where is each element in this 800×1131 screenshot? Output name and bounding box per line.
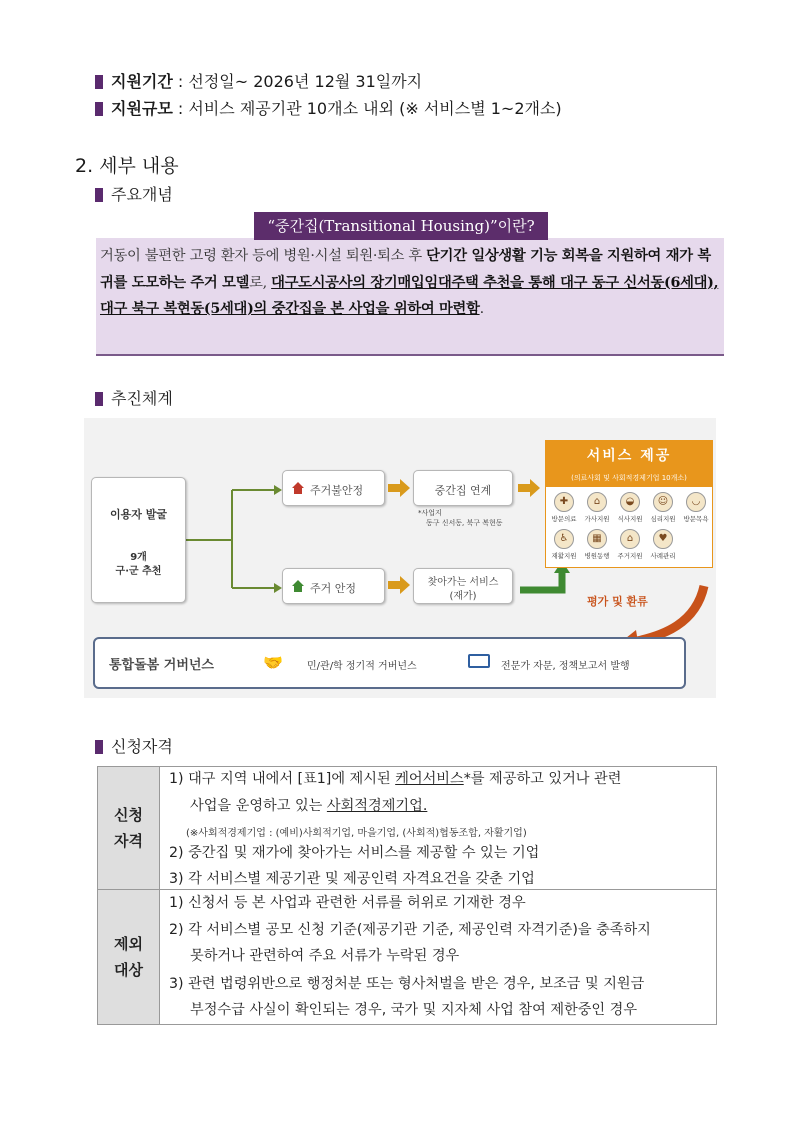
concept-text-part1: 거동이 불편한 고령 환자 등에 병원·시설 퇴원·퇴소 후 [100,248,427,264]
eligible-label [98,767,160,890]
service-item [615,529,645,560]
house-green-icon [291,579,305,593]
meal-icon: ◒ [620,492,640,512]
user-discovery-recommend: 구·군 추천 [115,566,162,577]
rehab-icon: ♿ [554,529,574,549]
concept-text-part4: 대구도시공사의 장기매입임대주택 추천을 통해 대구 동구 신서동(6세대), 대구 북구 복현동(5세대)의 중간집을 본 사업을 위하여 마련함 [100,274,719,317]
service-provision-title: 서비스 제공 [545,440,713,472]
user-discovery-sub [92,551,185,579]
arrow-to-link-icon [388,479,410,497]
support-period-value: : 선정일~ 2026년 12월 31일까지 [172,72,423,91]
service-item-label: 병원동행 [584,552,610,560]
service-item [582,492,612,523]
service-item-label: 가사지원 [584,515,610,523]
excluded-item-1: 1) 신청서 등 본 사업과 관련한 서류를 허위로 기재한 경우 [169,895,526,911]
service-item-label: 방문목욕 [683,515,709,523]
eligible-item-1b [190,795,427,815]
service-item-label: 방문의료 [551,515,577,523]
support-scale-line [95,98,562,120]
service-item [582,529,612,560]
case-management-icon: ♥ [653,529,673,549]
concept-text [100,243,720,323]
housing-stable-box [282,568,385,604]
governance-box [93,637,686,689]
service-item [681,492,711,523]
concept-text-part2: 단기간 일상생활 기능 회복을 지원하여 재가 복귀를 도모하는 주거 모델 [100,248,711,291]
care-service-term: 케어서비스 [395,771,464,787]
bath-icon: ◡ [686,492,706,512]
house-red-icon [291,481,305,495]
arrow-to-visiting-icon [388,576,410,594]
user-discovery-title: 이용자 발굴 [110,508,167,521]
eligible-item-1a [169,768,621,788]
concept-heading [95,184,173,206]
excluded-item-2b: 못하거나 관련하여 주요 서류가 누락된 경우 [190,948,460,964]
service-item-label: 식사지원 [617,515,643,523]
support-scale-value: : 서비스 제공기관 10개소 내외 (※ 서비스별 1~2개소) [172,99,562,118]
branch-connector [186,490,274,588]
bullet-square-icon [95,75,103,89]
housing-unstable-box [282,470,385,506]
visiting-service-box [413,568,513,604]
arrow-to-unstable-icon [274,485,282,495]
concept-title: “중간집(Transitional Housing)”이란? [254,212,548,240]
bullet-square-icon [95,188,103,202]
excluded-item-3a: 3) 관련 법령위반으로 행정처분 또는 형사처벌을 받은 경우, 보조금 및 지원금 [169,976,645,992]
support-period-label: 지원기간 [111,72,173,91]
excluded-item-3b: 부정수급 사실이 확인되는 경우, 국가 및 지자체 사업 참여 제한중인 경우 [190,1002,638,1018]
bullet-square-icon [95,392,103,406]
evaluation-feedback-label: 평가 및 환류 [587,595,648,608]
site-note-title: *사업지 [418,509,442,517]
governance-item-report: 전문가 자문, 정책보고서 발행 [501,661,630,672]
service-item-label: 주거지원 [617,552,643,560]
service-panel [545,486,713,568]
report-book-icon [468,654,490,668]
excluded-label [98,890,160,1025]
arrow-to-stable-icon [274,583,282,593]
eligible-label-line2: 자격 [114,832,143,850]
visiting-medical-icon: ✚ [554,492,574,512]
service-item [648,529,678,560]
transitional-link-box [413,470,513,506]
excluded-item-2a: 2) 각 서비스별 공모 신청 기준(제공기관 기준, 제공인력 자격기준)을 충족하지 [169,922,651,938]
concept-text-part5: . [479,301,484,317]
site-note-places: 동구 신서동, 북구 복현동 [426,519,503,527]
service-item-label: 재활지원 [551,552,577,560]
support-scale-label: 지원규모 [111,99,173,118]
eligible-item-1b-text: 사업을 운영하고 있는 [190,798,327,814]
excluded-label-line2: 대상 [114,961,143,979]
concept-text-part3: 로, [249,274,272,291]
housing-stable-label: 주거 안정 [310,582,357,595]
governance-title: 통합돌봄 거버넌스 [109,658,214,673]
support-period-line [95,71,422,93]
visiting-service-label: 찾아가는 서비스 [427,577,499,588]
system-heading-text: 추진체계 [111,389,173,408]
visiting-service-sub: (재가) [449,591,477,602]
bullet-square-icon [95,740,103,754]
eligible-item-1a-text: 1) 대구 지역 내에서 [표1]에 제시된 [169,771,396,787]
eligible-item-2: 2) 중간집 및 재가에 찾아가는 서비스를 제공할 수 있는 기업 [169,845,540,861]
service-item [615,492,645,523]
housing-unstable-label: 주거불안정 [310,484,364,497]
housekeeping-icon: ⌂ [587,492,607,512]
hospital-escort-icon: ▦ [587,529,607,549]
eligible-note: (※사회적경제기업 : (예비)사회적기업, 마을기업, (사회적)협동조합, 자활기업) [186,828,527,839]
governance-item-regular: 민/관/학 정기적 거버넌스 [307,661,417,672]
transitional-link-label: 중간집 연계 [434,484,492,497]
system-diagram [84,418,716,698]
bullet-square-icon [95,102,103,116]
handshake-icon: 🤝 [263,653,283,672]
service-item-label: 심리지원 [650,515,676,523]
service-item [549,492,579,523]
site-note [418,508,503,528]
concept-heading-text: 주요개념 [111,185,173,204]
service-provision-sub: (의료사회 및 사회적경제기업 10개소) [545,472,713,486]
service-item-label: 사례관리 [650,552,676,560]
excluded-label-line1: 제외 [114,935,143,953]
housing-support-icon: ⌂ [620,529,640,549]
arrow-to-service-icon [518,479,540,497]
section-title: 2. 세부 내용 [75,155,179,177]
qualification-heading [95,736,173,758]
qualification-heading-text: 신청자격 [111,737,173,756]
eligible-label-line1: 신청 [114,806,143,824]
system-heading [95,388,173,410]
eligible-item-1a-tail: *를 제공하고 있거나 관련 [463,771,622,787]
user-discovery-box [91,477,186,603]
psychology-icon: ☺ [653,492,673,512]
service-item [648,492,678,523]
service-item [549,529,579,560]
eligible-item-3: 3) 각 서비스별 제공기관 및 제공인력 자격요건을 갖춘 기업 [169,871,535,887]
user-discovery-count: 9개 [130,552,147,563]
social-economy-term: 사회적경제기업. [326,798,428,814]
